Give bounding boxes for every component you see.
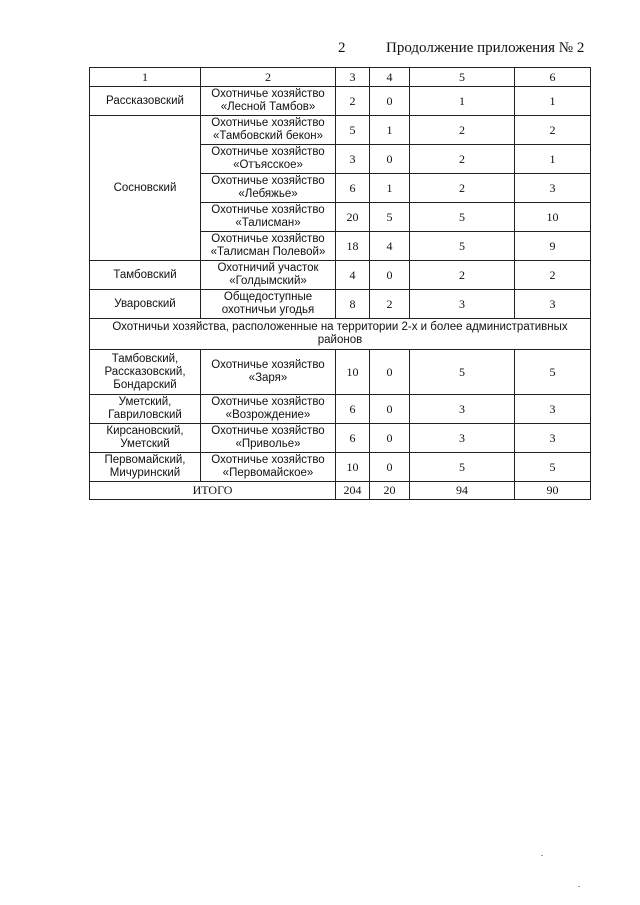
district-cell: Рассказовский bbox=[90, 87, 201, 116]
total-value-cell: 90 bbox=[515, 482, 591, 500]
value-cell: 1 bbox=[515, 87, 591, 116]
farm-cell: Охотничье хозяйство «Возрождение» bbox=[201, 395, 336, 424]
column-number-cell: 1 bbox=[90, 68, 201, 87]
value-cell: 5 bbox=[515, 453, 591, 482]
value-cell: 5 bbox=[515, 350, 591, 395]
value-cell: 1 bbox=[370, 174, 410, 203]
value-cell: 8 bbox=[336, 290, 370, 319]
total-row bbox=[90, 482, 591, 500]
total-value-cell: 94 bbox=[410, 482, 515, 500]
value-cell: 2 bbox=[336, 87, 370, 116]
value-cell: 10 bbox=[336, 350, 370, 395]
table-row bbox=[90, 424, 591, 453]
table-row bbox=[90, 87, 591, 116]
table-row bbox=[90, 453, 591, 482]
value-cell: 2 bbox=[410, 261, 515, 290]
value-cell: 3 bbox=[515, 395, 591, 424]
value-cell: 3 bbox=[336, 145, 370, 174]
value-cell: 0 bbox=[370, 350, 410, 395]
page-number: 2 bbox=[338, 40, 346, 56]
value-cell: 1 bbox=[515, 145, 591, 174]
value-cell: 1 bbox=[410, 87, 515, 116]
value-cell: 3 bbox=[515, 174, 591, 203]
scan-speck bbox=[541, 855, 543, 856]
district-cell: Уваровский bbox=[90, 290, 201, 319]
value-cell: 2 bbox=[410, 116, 515, 145]
farm-cell: Охотничье хозяйство «Лесной Тамбов» bbox=[201, 87, 336, 116]
value-cell: 10 bbox=[515, 203, 591, 232]
value-cell: 0 bbox=[370, 145, 410, 174]
farm-cell: Охотничье хозяйство «Талисман Полевой» bbox=[201, 232, 336, 261]
farm-cell: Охотничье хозяйство «Отъясское» bbox=[201, 145, 336, 174]
district-cell: Сосновский bbox=[90, 116, 201, 261]
value-cell: 10 bbox=[336, 453, 370, 482]
table-row bbox=[90, 290, 591, 319]
value-cell: 5 bbox=[336, 116, 370, 145]
value-cell: 1 bbox=[370, 116, 410, 145]
farm-cell: Общедоступные охотничьи угодья bbox=[201, 290, 336, 319]
value-cell: 3 bbox=[410, 290, 515, 319]
table-row bbox=[90, 116, 591, 145]
district-cell: Тамбовский, Рассказовский, Бондарский bbox=[90, 350, 201, 395]
value-cell: 2 bbox=[410, 145, 515, 174]
value-cell: 3 bbox=[515, 424, 591, 453]
appendix-continuation-title: Продолжение приложения № 2 bbox=[386, 40, 585, 56]
table-row bbox=[90, 350, 591, 395]
value-cell: 3 bbox=[515, 290, 591, 319]
value-cell: 0 bbox=[370, 261, 410, 290]
district-cell: Уметский, Гавриловский bbox=[90, 395, 201, 424]
value-cell: 0 bbox=[370, 87, 410, 116]
district-cell: Первомайский, Мичуринский bbox=[90, 453, 201, 482]
value-cell: 5 bbox=[410, 203, 515, 232]
value-cell: 6 bbox=[336, 424, 370, 453]
value-cell: 9 bbox=[515, 232, 591, 261]
table-row bbox=[90, 395, 591, 424]
value-cell: 0 bbox=[370, 424, 410, 453]
value-cell: 18 bbox=[336, 232, 370, 261]
farm-cell: Охотничье хозяйство «Привольe» bbox=[201, 424, 336, 453]
value-cell: 5 bbox=[410, 453, 515, 482]
value-cell: 0 bbox=[370, 453, 410, 482]
total-label: ИТОГО bbox=[90, 482, 336, 500]
value-cell: 5 bbox=[410, 350, 515, 395]
value-cell: 6 bbox=[336, 395, 370, 424]
value-cell: 4 bbox=[336, 261, 370, 290]
hunting-grounds-table bbox=[89, 67, 591, 500]
farm-cell: Охотничье хозяйство «Первомайское» bbox=[201, 453, 336, 482]
group-heading-cell: Охотничьи хозяйства, расположенные на территории 2-х и более административных районов bbox=[90, 319, 591, 350]
value-cell: 3 bbox=[410, 395, 515, 424]
value-cell: 6 bbox=[336, 174, 370, 203]
table-row bbox=[90, 261, 591, 290]
value-cell: 2 bbox=[410, 174, 515, 203]
farm-cell: Охотничье хозяйство «Заря» bbox=[201, 350, 336, 395]
scan-speck bbox=[578, 886, 580, 887]
value-cell: 2 bbox=[515, 116, 591, 145]
page-header bbox=[0, 40, 640, 60]
group-heading-row bbox=[90, 319, 591, 350]
value-cell: 20 bbox=[336, 203, 370, 232]
value-cell: 5 bbox=[370, 203, 410, 232]
column-number-cell: 6 bbox=[515, 68, 591, 87]
value-cell: 3 bbox=[410, 424, 515, 453]
column-number-cell: 4 bbox=[370, 68, 410, 87]
farm-cell: Охотничье хозяйство «Лебяжье» bbox=[201, 174, 336, 203]
farm-cell: Охотничье хозяйство «Талисман» bbox=[201, 203, 336, 232]
farm-cell: Охотничий участок «Голдымский» bbox=[201, 261, 336, 290]
value-cell: 2 bbox=[370, 290, 410, 319]
column-number-cell: 2 bbox=[201, 68, 336, 87]
column-number-cell: 5 bbox=[410, 68, 515, 87]
value-cell: 5 bbox=[410, 232, 515, 261]
district-cell: Тамбовский bbox=[90, 261, 201, 290]
value-cell: 2 bbox=[515, 261, 591, 290]
total-value-cell: 20 bbox=[370, 482, 410, 500]
farm-cell: Охотничье хозяйство «Тамбовский бекон» bbox=[201, 116, 336, 145]
value-cell: 0 bbox=[370, 395, 410, 424]
value-cell: 4 bbox=[370, 232, 410, 261]
total-value-cell: 204 bbox=[336, 482, 370, 500]
district-cell: Кирсановский, Уметский bbox=[90, 424, 201, 453]
column-number-cell: 3 bbox=[336, 68, 370, 87]
column-number-row bbox=[90, 68, 591, 87]
